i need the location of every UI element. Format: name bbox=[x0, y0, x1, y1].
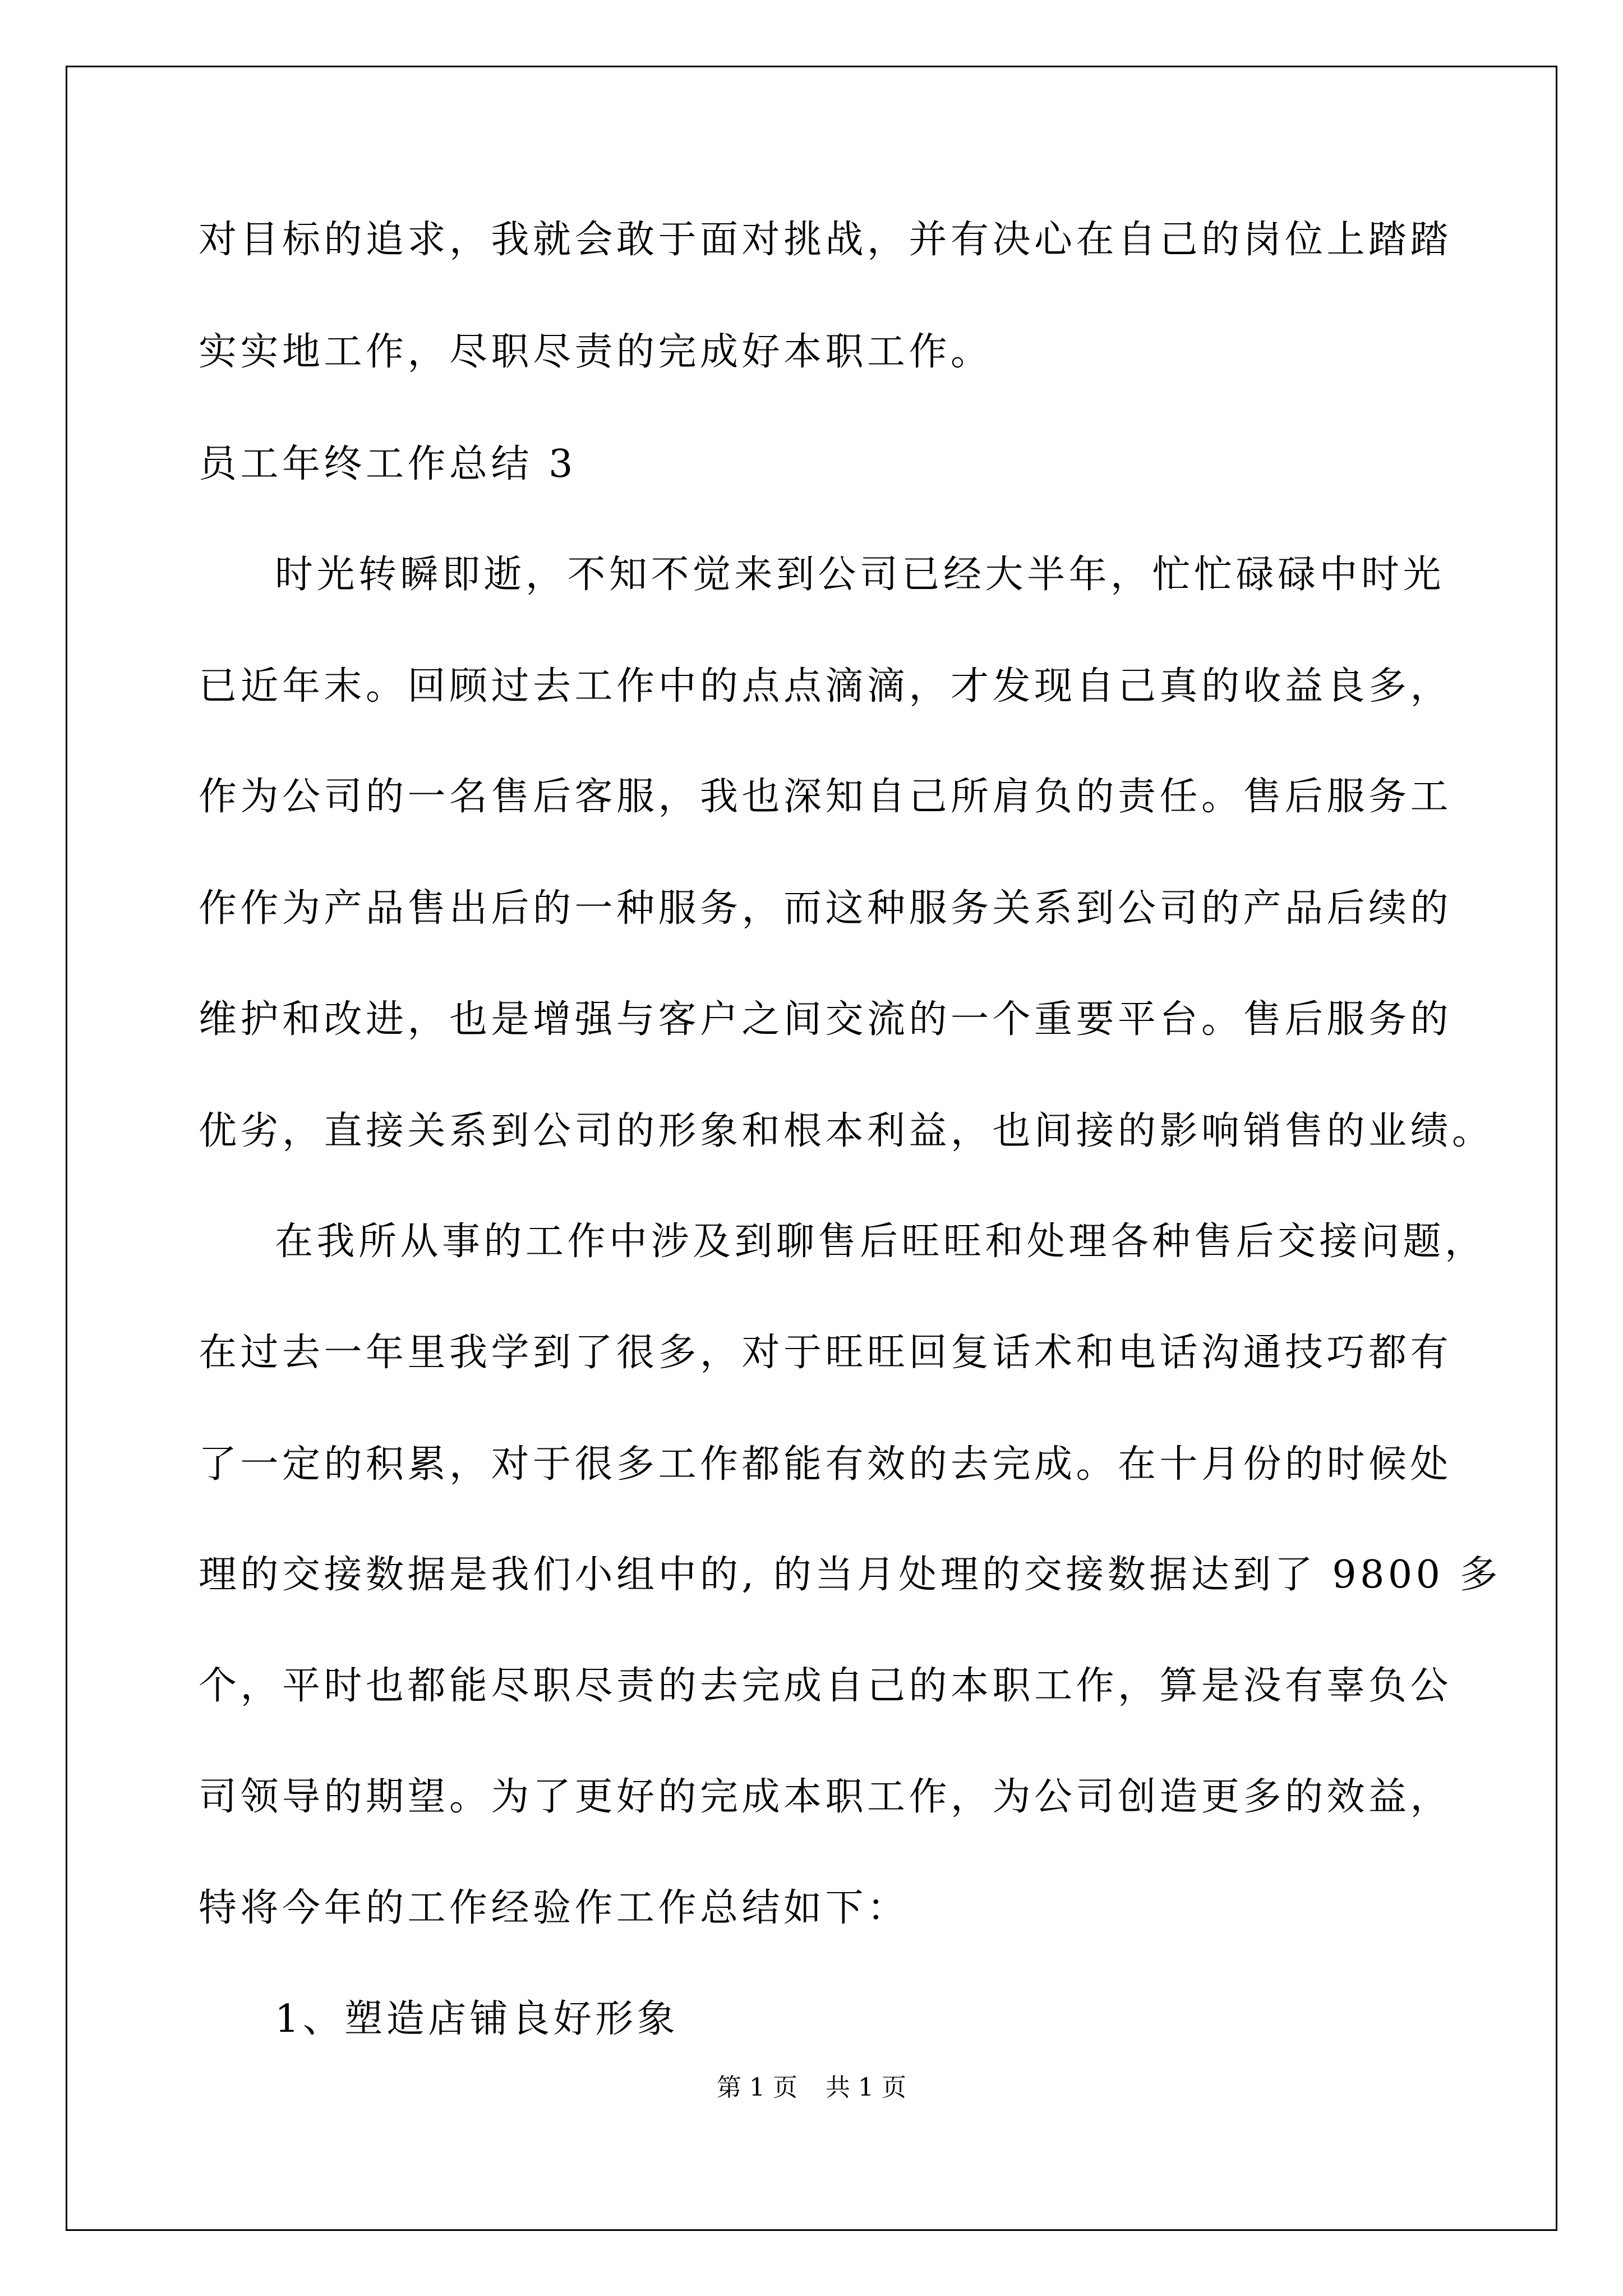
text-line: 在我所从事的工作中涉及到聊售后旺旺和处理各种售后交接问题， bbox=[275, 1220, 1487, 1264]
list-item: 1、塑造店铺良好形象 bbox=[275, 1997, 679, 2041]
text-line: 理的交接数据是我们小组中的, 的当月处理的交接数据达到了 9800 多 bbox=[199, 1553, 1502, 1597]
text-line: 实实地工作，尽职尽责的完成好本职工作。 bbox=[199, 330, 993, 374]
page-footer bbox=[0, 2073, 1623, 2102]
text-line: 优劣，直接关系到公司的形象和根本利益，也间接的影响销售的业绩。 bbox=[199, 1109, 1494, 1153]
text-line: 对目标的追求，我就会敢于面对挑战，并有决心在自己的岗位上踏踏 bbox=[199, 218, 1453, 262]
text-line: 已近年末。回顾过去工作中的点点滴滴，才发现自己真的收益良多， bbox=[199, 664, 1453, 708]
text-line: 个，平时也都能尽职尽责的去完成自己的本职工作，算是没有辜负公 bbox=[199, 1664, 1453, 1708]
text-line: 作作为产品售出后的一种服务，而这种服务关系到公司的产品后续的 bbox=[199, 886, 1453, 931]
text-line: 了一定的积累，对于很多工作都能有效的去完成。在十月份的时候处 bbox=[199, 1442, 1453, 1487]
text-line: 维护和改进，也是增强与客户之间交流的一个重要平台。售后服务的 bbox=[199, 997, 1453, 1042]
text-line: 司领导的期望。为了更好的完成本职工作，为公司创造更多的效益， bbox=[199, 1775, 1453, 1819]
page-total: 共 1 页 bbox=[826, 2073, 906, 2102]
text-line: 特将今年的工作经验作工作总结如下： bbox=[199, 1886, 909, 1930]
text-line: 时光转瞬即逝，不知不觉来到公司已经大半年，忙忙碌碌中时光 bbox=[275, 553, 1445, 597]
text-line: 在过去一年里我学到了很多，对于旺旺回复话术和电话沟通技巧都有 bbox=[199, 1331, 1453, 1375]
text-line: 作为公司的一名售后客服，我也深知自己所肩负的责任。售后服务工 bbox=[199, 775, 1453, 819]
page-number: 第 1 页 bbox=[717, 2073, 797, 2102]
section-title: 员工年终工作总结 3 bbox=[199, 442, 577, 486]
